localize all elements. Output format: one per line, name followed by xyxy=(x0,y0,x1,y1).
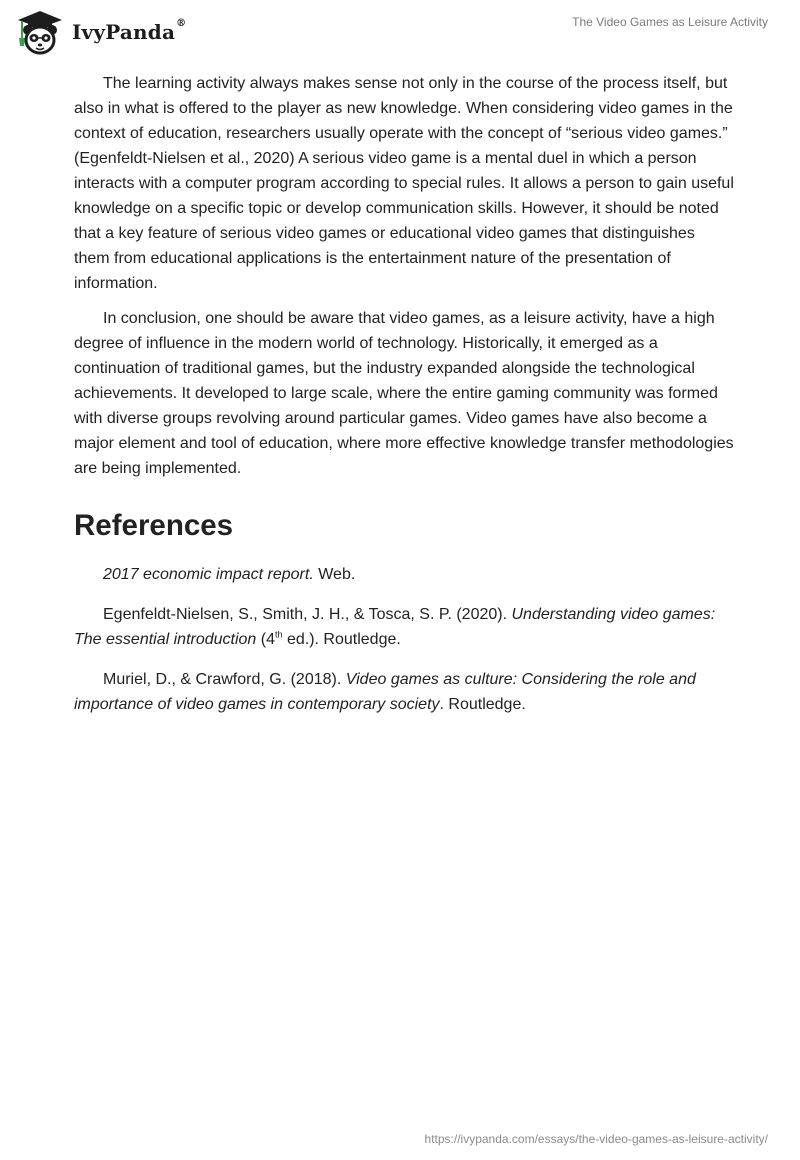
paragraph: The learning activity always makes sense not only in the course of the process itself, but also in what is offered to the player as new knowledge. When considering video games in the context of education, researchers usually operate with the concept of “serious video games.” (Egenfeldt-Nielsen et al., 2020) A serious video game is a mental duel in which a person interacts with a computer program according to special rules. It allows a person to gain useful knowledge on a specific topic or develop communication skills. However, it should be noted that a key feature of serious video games or educational video games that distinguishes them from educational applications is the entertainment nature of the presentation of information. xyxy=(74,75,734,292)
reference-edition-ordinal: th xyxy=(275,629,283,640)
body-paragraphs xyxy=(74,71,734,481)
brand-name: IvyPanda® xyxy=(72,18,187,44)
reference-entry xyxy=(74,667,734,717)
reference-suffix: ed.). Routledge. xyxy=(282,631,401,648)
reference-authors: Muriel, D., & Crawford, G. (2018). xyxy=(103,671,346,688)
reference-entry xyxy=(74,562,734,587)
references-list xyxy=(74,562,734,717)
reference-entry xyxy=(74,602,734,652)
reference-authors: Egenfeldt-Nielsen, S., Smith, J. H., & Tosca, S. P. (2020). xyxy=(103,606,512,623)
registered-mark: ® xyxy=(176,18,187,29)
essay-content xyxy=(74,71,734,732)
reference-title: Video games as culture: Considering the role and importance of video games in contemporary society xyxy=(74,671,696,713)
reference-edition: (4 xyxy=(256,631,275,648)
reference-title: Understanding video games: The essential introduction xyxy=(74,606,716,648)
references-heading: References xyxy=(74,509,234,542)
page-header xyxy=(0,0,800,60)
brand-logo[interactable] xyxy=(14,8,186,56)
source-url-link[interactable]: https://ivypanda.com/essays/the-video-games-as-leisure-activity/ xyxy=(424,1132,768,1146)
paragraph: In conclusion, one should be aware that video games, as a leisure activity, have a high degree of influence in the modern world of technology. Historically, it emerged as a continuation of traditional games, but the industry expanded alongside the technological achievements. It developed to large scale, where the entire gaming community was formed with diverse groups revolving around particular games. Video games have also become a major element and tool of education, where more effective knowledge transfer methodologies are being implemented. xyxy=(74,310,734,477)
reference-title: 2017 economic impact report. xyxy=(103,566,314,583)
document-title: The Video Games as Leisure Activity xyxy=(572,15,768,29)
panda-graduate-icon xyxy=(14,8,66,56)
reference-suffix: . Routledge. xyxy=(439,696,526,713)
reference-suffix: Web. xyxy=(313,566,356,583)
